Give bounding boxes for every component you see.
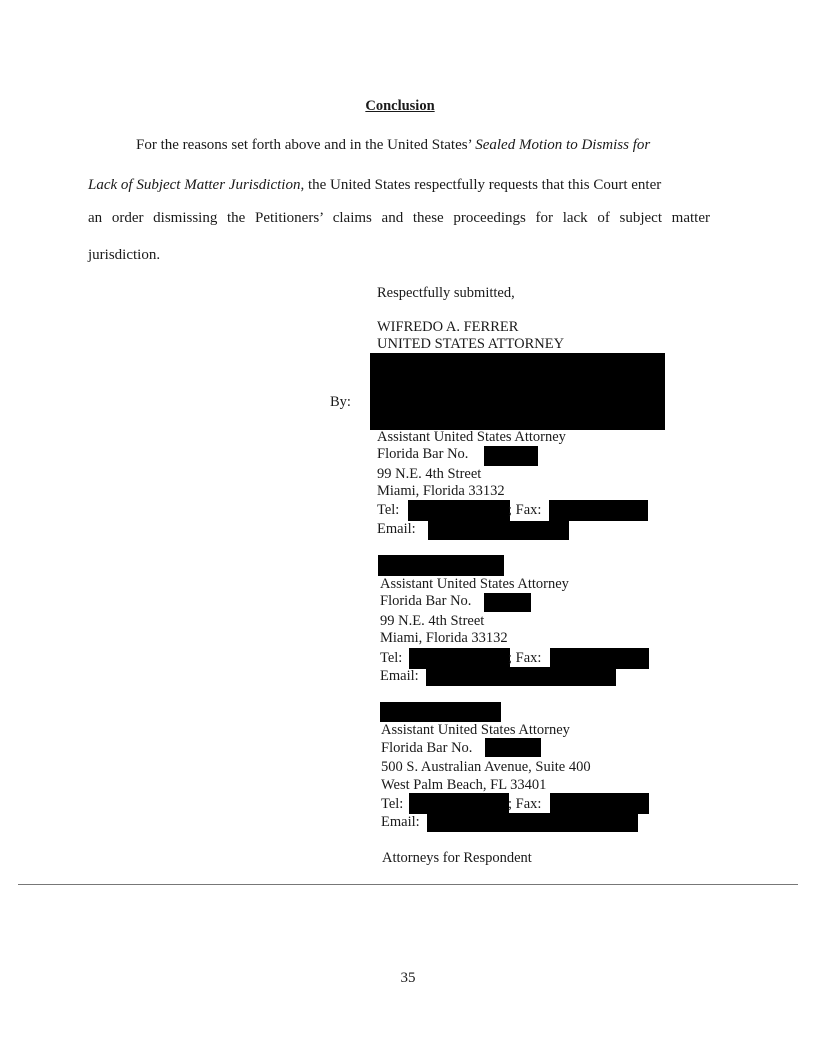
paragraph-line-1-text: For the reasons set forth above and in the United States’ [136,137,476,153]
attorney-2-email: Email: [380,668,419,684]
attorney-1-email: Email: [377,521,416,537]
closing: Respectfully submitted, [377,285,515,301]
attorney-1-bar: Florida Bar No. [377,446,469,462]
redaction-fax-2 [550,648,649,669]
attorney-2-city: Miami, Florida 33132 [380,630,508,646]
attorney-3-city: West Palm Beach, FL 33401 [381,777,547,793]
paragraph-line-1 [136,138,650,153]
attorney-2-street: 99 N.E. 4th Street [380,613,485,629]
attorney-3-email: Email: [381,814,420,830]
attorneys-for-respondent: Attorneys for Respondent [382,850,532,866]
attorney-3-fax: ; Fax: [508,796,542,812]
attorney-1-title: Assistant United States Attorney [377,429,566,445]
redaction-bar-number-3 [485,738,541,757]
section-heading: Conclusion [365,98,435,114]
redaction-name-2 [378,555,504,576]
redaction-email-1 [428,521,569,540]
attorney-3-bar: Florida Bar No. [381,740,473,756]
attorney-1-city: Miami, Florida 33132 [377,483,505,499]
redaction-fax-1 [549,500,648,521]
attorney-3-tel: Tel: [381,796,404,812]
redaction-bar-number-2 [484,593,531,612]
attorney-1-fax: ; Fax: [508,502,542,518]
page-divider [18,884,798,885]
paragraph-line-2-text: , the United States respectfully requests that this Court enter [300,177,662,193]
attorney-2-tel: Tel: [380,650,403,666]
attorney-1-tel: Tel: [377,502,400,518]
paragraph-line-4: jurisdiction. [88,247,161,263]
paragraph-line-2 [88,178,661,193]
paragraph-line-2-italic: Lack of Subject Matter Jurisdiction [88,177,301,193]
paragraph-line-1-italic: Sealed Motion to Dismiss for [475,137,651,153]
by-label: By: [330,394,351,410]
redaction-name-3 [380,702,501,722]
attorney-2-title: Assistant United States Attorney [380,576,569,592]
attorney-2-fax: ; Fax: [508,650,542,666]
attorney-2-bar: Florida Bar No. [380,593,472,609]
redaction-bar-number-1 [484,446,538,466]
redaction-tel-1 [408,500,510,521]
us-attorney-office: UNITED STATES ATTORNEY [377,336,565,352]
redaction-email-2 [426,667,616,686]
redaction-tel-3 [409,793,509,814]
redaction-signature [370,353,665,430]
attorney-3-title: Assistant United States Attorney [381,722,570,738]
redaction-email-3 [427,813,638,832]
attorney-3-street: 500 S. Australian Avenue, Suite 400 [381,759,591,775]
redaction-fax-3 [550,793,649,814]
paragraph-line-3: an order dismissing the Petitioners’ claims and these proceedings for lack of subject matter [88,210,710,226]
attorney-1-street: 99 N.E. 4th Street [377,466,482,482]
redaction-tel-2 [409,648,510,669]
page-number: 35 [400,970,416,986]
us-attorney-name: WIFREDO A. FERRER [377,319,519,335]
